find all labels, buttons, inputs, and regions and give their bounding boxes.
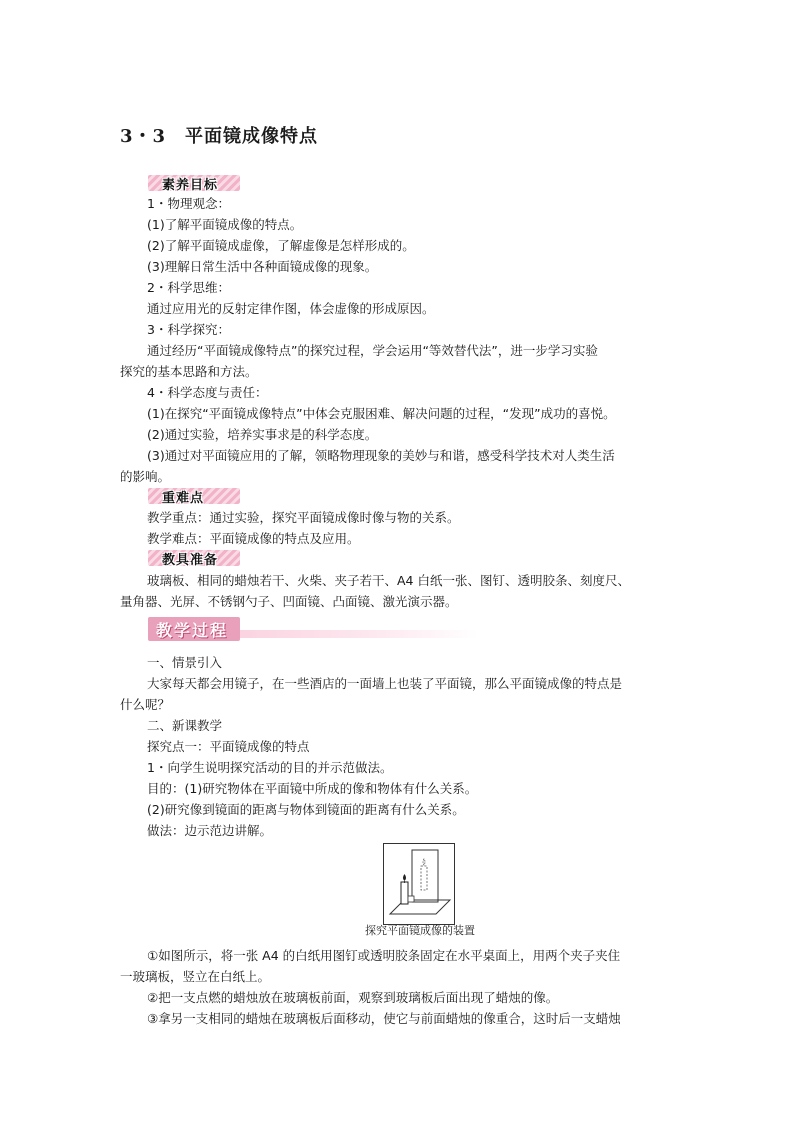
goal-line: 的影响。	[120, 469, 171, 484]
section-badge-goals	[148, 173, 218, 193]
goal-line: (2)通过实验，培养实事求是的科学态度。	[147, 427, 378, 442]
page-title: 3・3 平面镜成像特点	[120, 126, 319, 147]
mirror-apparatus-icon	[384, 844, 454, 924]
goal-line: 4・科学态度与责任：	[147, 385, 268, 400]
process-line: 探究点一：平面镜成像的特点	[147, 739, 310, 754]
section-banner-process	[148, 617, 478, 641]
key-line: 教学重点：通过实验，探究平面镜成像时像与物的关系。	[147, 510, 460, 525]
process-line: 一、情景引入	[147, 655, 223, 670]
section-label-key: 重难点	[162, 490, 205, 506]
goal-line: 2・科学思维：	[147, 280, 230, 295]
goal-line: 通过应用光的反射定律作图，体会虚像的形成原因。	[147, 301, 435, 316]
goal-line: (2)了解平面镜成虚像，了解虚像是怎样形成的。	[147, 238, 415, 253]
goal-line: (3)通过对平面镜应用的了解，领略物理现象的美妙与和谐，感受科学技术对人类生活	[147, 448, 615, 463]
goal-line: (1)了解平面镜成像的特点。	[147, 217, 303, 232]
goal-line: (3)理解日常生活中各种面镜成像的现象。	[147, 259, 378, 274]
goal-line: 通过经历“平面镜成像特点”的探究过程，学会运用“等效替代法”，进一步学习实验	[147, 343, 598, 358]
section-label-process: 教学过程	[156, 621, 229, 640]
prep-line: 量角器、光屏、不锈钢勺子、凹面镜、凸面镜、激光演示器。	[120, 594, 458, 609]
key-line: 教学难点：平面镜成像的特点及应用。	[147, 531, 360, 546]
section-badge-prep	[148, 548, 218, 568]
goal-line: 1・物理观念：	[147, 196, 230, 211]
process-line: 做法：边示范边讲解。	[147, 823, 273, 838]
process-line: 什么呢？	[120, 697, 171, 712]
procedure-line: ③拿另一支相同的蜡烛在玻璃板后面移动，使它与前面蜡烛的像重合，这时后一支蜡烛	[147, 1011, 621, 1026]
goal-line: 探究的基本思路和方法。	[120, 364, 258, 379]
figure-caption: 探究平面镜成像的装置	[365, 924, 475, 937]
goal-line: 3・科学探究：	[147, 322, 230, 337]
section-label-prep: 教具准备	[162, 552, 219, 568]
procedure-line: ①如图所示，将一张 A4 的白纸用图钉或透明胶条固定在水平桌面上，用两个夹子夹住	[147, 948, 621, 963]
prep-line: 玻璃板、相同的蜡烛若干、火柴、夹子若干、A4 白纸一张、图钉、透明胶条、刻度尺、	[147, 573, 630, 588]
process-line: 大家每天都会用镜子，在一些酒店的一面墙上也装了平面镜，那么平面镜成像的特点是	[147, 676, 623, 691]
process-line: (2)研究像到镜面的距离与物体到镜面的距离有什么关系。	[147, 802, 465, 817]
procedure-line: 一玻璃板，竖立在白纸上。	[120, 969, 271, 984]
mirror-experiment-figure	[383, 843, 455, 925]
process-line: 1・向学生说明探究活动的目的并示范做法。	[147, 760, 393, 775]
process-line: 目的：(1)研究物体在平面镜中所成的像和物体有什么关系。	[147, 781, 478, 796]
goal-line: (1)在探究“平面镜成像特点”中体会克服困难、解决问题的过程，“发现”成功的喜悦。	[147, 406, 616, 421]
process-line: 二、新课教学	[147, 718, 223, 733]
section-label-goals: 素养目标	[162, 177, 219, 193]
procedure-line: ②把一支点燃的蜡烛放在玻璃板前面，观察到玻璃板后面出现了蜡烛的像。	[147, 990, 559, 1005]
section-badge-key	[148, 486, 204, 506]
